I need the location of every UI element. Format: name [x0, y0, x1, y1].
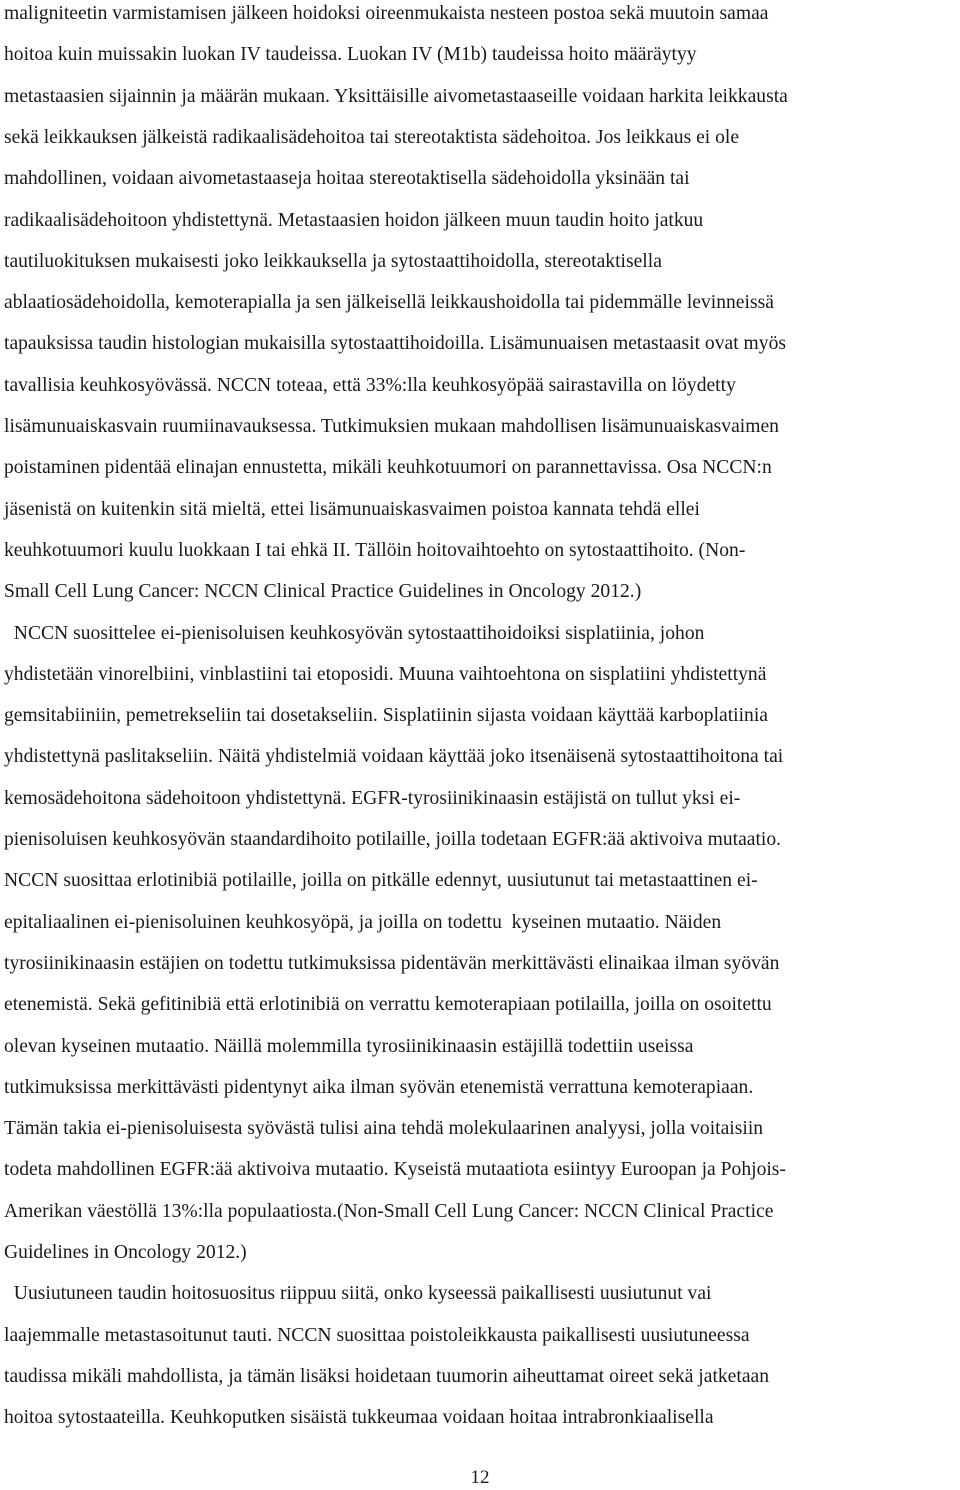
text-line: Guidelines in Oncology 2012.): [4, 1242, 247, 1263]
text-line: taudissa mikäli mahdollista, ja tämän lisäksi hoidetaan tuumorin aiheuttamat oireet sekä jatketaan: [4, 1365, 770, 1387]
text-line: Small Cell Lung Cancer: NCCN Clinical Practice Guidelines in Oncology 2012.): [4, 581, 642, 603]
text-line: Amerikan väestöllä 13%:lla populaatiosta.(Non-Small Cell Lung Cancer: NCCN Clinical Practice: [4, 1200, 774, 1222]
text-line: kemosädehoitona sädehoitoon yhdistettynä. EGFR-tyrosiinikinaasin estäjistä on tullut yksi ei-: [4, 787, 741, 809]
text-line: epitaliaalinen ei-pienisoluinen keuhkosyöpä, ja joilla on todettu kyseinen mutaatio. Näiden: [4, 911, 722, 933]
text-line: keuhkotuumori kuulu luokkaan I tai ehkä II. Tällöin hoitovaihtoehto on sytostaattihoito. (Non-: [4, 539, 746, 561]
text-line: tyrosiinikinaasin estäjien on todettu tutkimuksissa pidentävän merkittävästi elinaikaa ilman syövän: [4, 952, 780, 974]
text-line: Tämän takia ei-pienisoluisesta syövästä tulisi aina tehdä molekulaarinen analyysi, jolla voitaisiin: [4, 1118, 764, 1140]
text-line: pienisoluisen keuhkosyövän staandardihoito potilaille, joilla todetaan EGFR:ää aktivoiva mutaatio.: [4, 829, 782, 850]
text-line: metastaasien sijainnin ja määrän mukaan. Yksittäisille aivometastaaseille voidaan harkita leikkausta: [4, 85, 788, 107]
text-line: jäsenistä on kuitenkin sitä mieltä, ettei lisämunuaiskasvaimen poistoa kannata tehdä ellei: [4, 498, 700, 520]
text-line: lisämunuaiskasvain ruumiinavauksessa. Tutkimuksien mukaan mahdollisen lisämunuaiskasvaimen: [4, 416, 779, 437]
text-line: yhdistettynä paslitakseliin. Näitä yhdistelmiä voidaan käyttää joko itsenäisenä sytostaattihoitona tai: [4, 746, 784, 768]
text-line: radikaalisädehoitoon yhdistettynä. Metastaasien hoidon jälkeen muun taudin hoito jatkuu: [4, 209, 704, 231]
text-line: sekä leikkauksen jälkeistä radikaalisädehoitoa tai stereotaktista sädehoitoa. Jos leikkaus ei ole: [4, 126, 740, 148]
text-line: yhdistetään vinorelbiini, vinblastiini tai etoposidi. Muuna vaihtoehtona on sisplatiini yhdistettynä: [4, 663, 767, 685]
text-line: todeta mahdollinen EGFR:ää aktivoiva mutaatio. Kyseistä mutaatiota esiintyy Euroopan ja Pohjois-: [4, 1159, 786, 1181]
text-line: Uusiutuneen taudin hoitosuositus riippuu siitä, onko kyseessä paikallisesti uusiutunut vai: [4, 1283, 712, 1305]
text-line: ablaatiosädehoidolla, kemoterapialla ja sen jälkeisellä leikkaushoidolla tai pidemmälle levinneissä: [4, 292, 774, 314]
text-line: olevan kyseinen mutaatio. Näillä molemmilla tyrosiinikinaasin estäjillä todettiin useissa: [4, 1035, 694, 1057]
text-line: tutkimuksissa merkittävästi pidentynyt aika ilman syövän etenemistä verrattuna kemoterapiaan.: [4, 1076, 754, 1098]
text-line: maligniteetin varmistamisen jälkeen hoidoksi oireenmukaista nesteen postoa sekä muutoin samaa: [4, 3, 769, 24]
page-number: 12: [470, 1467, 490, 1488]
text-line: poistaminen pidentää elinajan ennustetta, mikäli keuhkotuumori on parannettavissa. Osa NCCN:n: [4, 457, 772, 479]
text-line: laajemmalle metastasoitunut tauti. NCCN suosittaa poistoleikkausta paikallisesti uusiutuneessa: [4, 1324, 750, 1346]
text-line: tautiluokituksen mukaisesti joko leikkauksella ja sytostaattihoidolla, stereotaktisella: [4, 250, 662, 272]
text-line: hoitoa sytostaateilla. Keuhkoputken sisäistä tukkeumaa voidaan hoitaa intrabronkiaalisella: [4, 1407, 714, 1429]
text-line: hoitoa kuin muissakin luokan IV taudeissa. Luokan IV (M1b) taudeissa hoito määräytyy: [4, 44, 697, 66]
text-line: tapauksissa taudin histologian mukaisilla sytostaattihoidoilla. Lisämunuaisen metastaasit ovat myös: [4, 333, 786, 355]
text-line: NCCN suosittelee ei-pienisoluisen keuhkosyövän sytostaattihoidoiksi sisplatiinia, johon: [4, 622, 705, 644]
text-line: gemsitabiiniin, pemetrekseliin tai dosetakseliin. Sisplatiinin sijasta voidaan käyttää karboplatiinia: [4, 705, 768, 727]
text-line: tavallisia keuhkosyövässä. NCCN toteaa, että 33%:lla keuhkosyöpää sairastavilla on löydetty: [4, 374, 736, 396]
text-line: etenemistä. Sekä gefitinibiä että erlotinibiä on verrattu kemoterapiaan potilailla, joilla on osoitettu: [4, 994, 772, 1016]
text-line: NCCN suosittaa erlotinibiä potilaille, joilla on pitkälle edennyt, uusiutunut tai metastaattinen ei-: [4, 870, 758, 892]
text-line: mahdollinen, voidaan aivometastaaseja hoitaa stereotaktisella sädehoidolla yksinään tai: [4, 168, 690, 190]
